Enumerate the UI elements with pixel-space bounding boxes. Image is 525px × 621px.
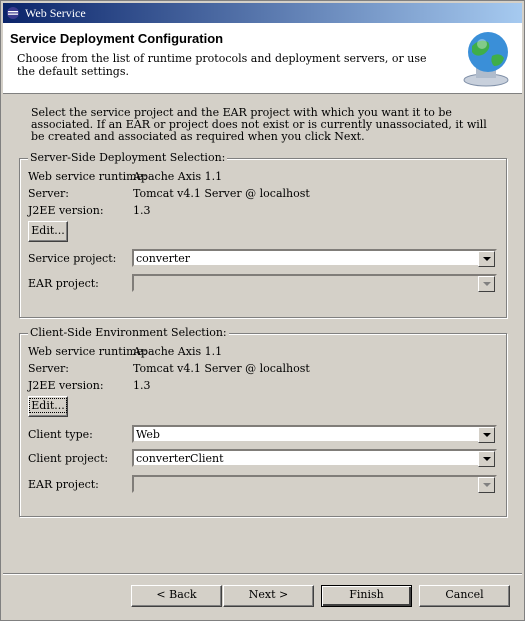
client-runtime-label: Web service runtime: bbox=[28, 345, 147, 358]
client-type-value: Web bbox=[136, 428, 160, 441]
client-type-combo[interactable] bbox=[132, 425, 497, 443]
cancel-label: Cancel bbox=[445, 588, 484, 601]
client-ear-project-label: EAR project: bbox=[28, 478, 99, 491]
page-title: Service Deployment Configuration bbox=[10, 31, 224, 46]
server-j2ee-value: 1.3 bbox=[133, 204, 151, 217]
footer-separator bbox=[3, 573, 522, 575]
client-type-label: Client type: bbox=[28, 428, 93, 441]
server-j2ee-label: J2EE version: bbox=[28, 204, 104, 217]
server-runtime-value: Apache Axis 1.1 bbox=[133, 170, 223, 183]
cancel-button[interactable] bbox=[419, 585, 510, 607]
client-edit-label: Edit... bbox=[31, 399, 65, 412]
title-bar bbox=[3, 3, 522, 23]
service-project-combo[interactable] bbox=[132, 249, 497, 267]
server-ear-project-label: EAR project: bbox=[28, 277, 99, 290]
page-description: Choose from the list of runtime protocols and deployment servers, or use the default settings. bbox=[17, 52, 427, 78]
next-label: Next > bbox=[248, 588, 289, 601]
client-j2ee-value: 1.3 bbox=[133, 379, 151, 392]
client-edit-button[interactable] bbox=[28, 396, 68, 417]
intro-text: Select the service project and the EAR project with which you want it to be associated. If an EAR or project does not exist or is currently unassociated, it will be created and associated as required when you click Next. bbox=[31, 106, 487, 143]
client-project-label: Client project: bbox=[28, 452, 109, 465]
server-ear-project-combo bbox=[132, 274, 497, 292]
eclipse-icon bbox=[6, 6, 20, 20]
server-edit-label: Edit... bbox=[31, 224, 65, 237]
chevron-down-icon bbox=[478, 276, 495, 292]
back-label: < Back bbox=[156, 588, 197, 601]
web-service-globe-icon bbox=[458, 28, 516, 88]
server-server-value: Tomcat v4.1 Server @ localhost bbox=[133, 187, 310, 200]
server-runtime-label: Web service runtime: bbox=[28, 170, 147, 183]
server-edit-button[interactable] bbox=[28, 221, 68, 242]
service-project-label: Service project: bbox=[28, 252, 117, 265]
client-side-legend: Client-Side Environment Selection: bbox=[30, 326, 227, 339]
wizard-banner bbox=[3, 23, 522, 94]
finish-label: Finish bbox=[349, 588, 384, 601]
client-server-value: Tomcat v4.1 Server @ localhost bbox=[133, 362, 310, 375]
service-project-value: converter bbox=[136, 252, 191, 265]
window-title: Web Service bbox=[25, 6, 86, 20]
chevron-down-icon[interactable] bbox=[478, 251, 495, 267]
chevron-down-icon bbox=[478, 477, 495, 493]
server-server-label: Server: bbox=[28, 187, 69, 200]
back-button[interactable] bbox=[131, 585, 222, 607]
client-server-label: Server: bbox=[28, 362, 69, 375]
client-runtime-value: Apache Axis 1.1 bbox=[133, 345, 223, 358]
chevron-down-icon[interactable] bbox=[478, 451, 495, 467]
chevron-down-icon[interactable] bbox=[478, 427, 495, 443]
finish-button[interactable] bbox=[321, 585, 412, 607]
client-project-value: converterClient bbox=[136, 452, 224, 465]
client-ear-project-combo bbox=[132, 475, 497, 493]
client-j2ee-label: J2EE version: bbox=[28, 379, 104, 392]
next-button[interactable] bbox=[223, 585, 314, 607]
server-side-legend: Server-Side Deployment Selection: bbox=[30, 151, 226, 164]
client-project-combo[interactable] bbox=[132, 449, 497, 467]
